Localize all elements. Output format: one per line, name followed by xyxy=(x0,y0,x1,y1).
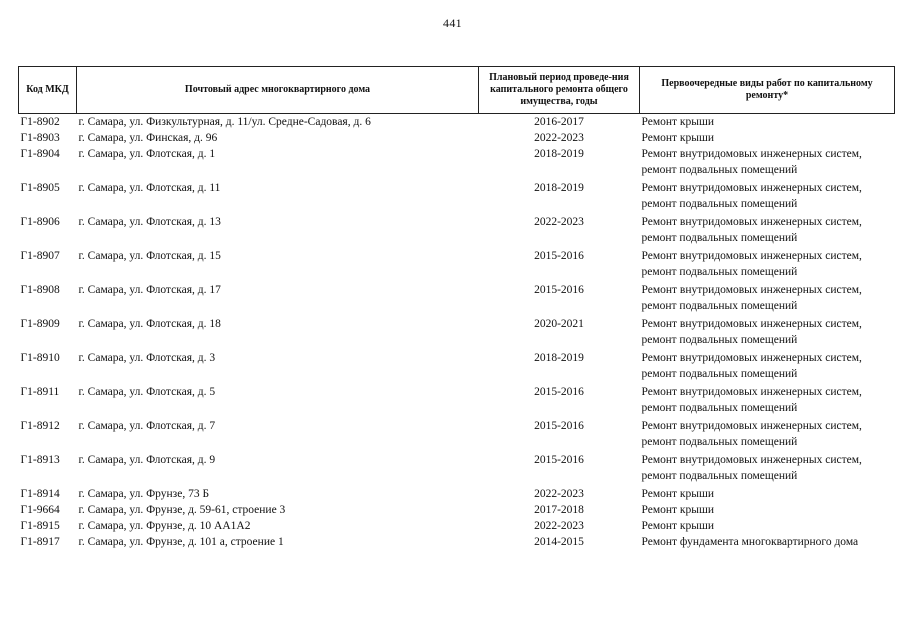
repair-works-line: ремонт подвальных помещений xyxy=(641,300,798,312)
repair-period-cell: 2022-2023 xyxy=(534,488,584,500)
table-row xyxy=(19,214,895,248)
table-body xyxy=(19,114,895,551)
repair-period-cell: 2016-2017 xyxy=(534,116,584,128)
repair-period-cell: 2014-2015 xyxy=(534,536,584,548)
repair-works-line: ремонт подвальных помещений xyxy=(641,436,798,448)
table-row xyxy=(19,384,895,418)
address-cell: г. Самара, ул. Флотская, д. 17 xyxy=(78,284,221,296)
table-row xyxy=(19,282,895,316)
address-cell: г. Самара, ул. Фрунзе, 73 Б xyxy=(78,488,210,500)
repair-works-cell xyxy=(640,146,895,180)
repair-works-line: ремонт подвальных помещений xyxy=(641,232,798,244)
table-row xyxy=(19,534,895,550)
repair-works-line: Ремонт внутридомовых инженерных систем, xyxy=(641,250,862,262)
repair-works-line: Ремонт внутридомовых инженерных систем, xyxy=(641,284,862,296)
mkd-code-cell: Г1-8908 xyxy=(20,284,60,296)
mkd-code-cell: Г1-8906 xyxy=(20,216,60,228)
repair-works-line: Ремонт внутридомовых инженерных систем, xyxy=(641,352,862,364)
repair-works-line: Ремонт внутридомовых инженерных систем, xyxy=(641,148,862,160)
repair-period-cell: 2022-2023 xyxy=(534,132,584,144)
mkd-code-cell: Г1-8903 xyxy=(20,132,60,144)
repair-period-cell: 2017-2018 xyxy=(534,504,584,516)
address-cell: г. Самара, ул. Флотская, д. 3 xyxy=(78,352,216,364)
repair-works-line: ремонт подвальных помещений xyxy=(641,368,798,380)
address-cell: г. Самара, ул. Флотская, д. 7 xyxy=(78,420,216,432)
address-cell: г. Самара, ул. Флотская, д. 18 xyxy=(78,318,221,330)
header-works: Первоочередные виды работ по капитальному ремонту* xyxy=(640,67,895,114)
table-row xyxy=(19,130,895,146)
address-cell: г. Самара, ул. Фрунзе, д. 59-61, строение 3 xyxy=(78,504,286,516)
repair-works-cell xyxy=(640,214,895,248)
repair-works-line: Ремонт крыши xyxy=(641,504,715,516)
table-row xyxy=(19,452,895,486)
repair-works-cell xyxy=(640,518,895,534)
page-number: 441 xyxy=(443,16,462,30)
mkd-code-cell: Г1-8905 xyxy=(20,182,60,194)
repair-works-line: Ремонт внутридомовых инженерных систем, xyxy=(641,386,862,398)
address-cell: г. Самара, ул. Флотская, д. 15 xyxy=(78,250,221,262)
repair-works-line: ремонт подвальных помещений xyxy=(641,334,798,346)
repair-period-cell: 2022-2023 xyxy=(534,216,584,228)
table-row xyxy=(19,350,895,384)
repair-works-line: ремонт подвальных помещений xyxy=(641,164,798,176)
repair-works-line: ремонт подвальных помещений xyxy=(641,266,798,278)
repair-works-cell xyxy=(640,350,895,384)
repair-period-cell: 2015-2016 xyxy=(534,250,584,262)
repair-works-cell xyxy=(640,534,895,550)
repair-works-line: Ремонт внутридомовых инженерных систем, xyxy=(641,182,862,194)
repair-period-cell: 2015-2016 xyxy=(534,420,584,432)
header-address: Почтовый адрес многоквартирного дома xyxy=(77,67,479,114)
repair-period-cell: 2022-2023 xyxy=(534,520,584,532)
header-period: Плановый период проведе-ния капитального ремонта общего имущества, годы xyxy=(479,67,640,114)
repair-works-line: Ремонт внутридомовых инженерных систем, xyxy=(641,454,862,466)
repair-works-cell xyxy=(640,452,895,486)
mkd-code-cell: Г1-8902 xyxy=(20,116,60,128)
mkd-code-cell: Г1-8904 xyxy=(20,148,60,160)
repair-period-cell: 2015-2016 xyxy=(534,284,584,296)
mkd-code-cell: Г1-8915 xyxy=(20,520,60,532)
repair-works-cell xyxy=(640,316,895,350)
repair-works-line: Ремонт внутридомовых инженерных систем, xyxy=(641,420,862,432)
repair-works-line: ремонт подвальных помещений xyxy=(641,198,798,210)
table-row xyxy=(19,486,895,502)
repair-works-cell xyxy=(640,130,895,146)
repair-works-line: ремонт подвальных помещений xyxy=(641,402,798,414)
mkd-code-cell: Г1-8907 xyxy=(20,250,60,262)
mkd-code-cell: Г1-8909 xyxy=(20,318,60,330)
repair-works-line: ремонт подвальных помещений xyxy=(641,470,798,482)
repair-period-cell: 2015-2016 xyxy=(534,386,584,398)
address-cell: г. Самара, ул. Флотская, д. 9 xyxy=(78,454,216,466)
table-row xyxy=(19,180,895,214)
repair-works-cell xyxy=(640,486,895,502)
mkd-code-cell: Г1-8913 xyxy=(20,454,60,466)
table-row xyxy=(19,248,895,282)
table-row xyxy=(19,114,895,131)
table-row xyxy=(19,502,895,518)
repair-works-line: Ремонт фундамента многоквартирного дома xyxy=(641,536,859,548)
table-header-row xyxy=(19,67,895,114)
repair-works-line: Ремонт крыши xyxy=(641,520,715,532)
repair-period-cell: 2018-2019 xyxy=(534,148,584,160)
address-cell: г. Самара, ул. Финская, д. 96 xyxy=(78,132,218,144)
repair-works-cell xyxy=(640,418,895,452)
address-cell: г. Самара, ул. Флотская, д. 13 xyxy=(78,216,221,228)
table-row xyxy=(19,316,895,350)
repair-works-cell xyxy=(640,282,895,316)
mkd-code-cell: Г1-8912 xyxy=(20,420,60,432)
mkd-code-cell: Г1-9664 xyxy=(20,504,60,516)
address-cell: г. Самара, ул. Физкультурная, д. 11/ул. Средне-Садовая, д. 6 xyxy=(78,116,371,128)
table-row xyxy=(19,418,895,452)
table-row xyxy=(19,146,895,180)
capital-repair-table xyxy=(18,66,895,550)
repair-works-cell xyxy=(640,248,895,282)
address-cell: г. Самара, ул. Фрунзе, д. 10 АА1А2 xyxy=(78,520,251,532)
repair-works-cell xyxy=(640,114,895,131)
repair-period-cell: 2018-2019 xyxy=(534,352,584,364)
mkd-code-cell: Г1-8914 xyxy=(20,488,60,500)
repair-works-line: Ремонт крыши xyxy=(641,132,715,144)
repair-works-cell xyxy=(640,180,895,214)
repair-works-line: Ремонт крыши xyxy=(641,116,715,128)
repair-works-cell xyxy=(640,502,895,518)
header-code: Код МКД xyxy=(19,67,77,114)
repair-period-cell: 2015-2016 xyxy=(534,454,584,466)
repair-period-cell: 2018-2019 xyxy=(534,182,584,194)
repair-works-line: Ремонт внутридомовых инженерных систем, xyxy=(641,318,862,330)
table-row xyxy=(19,518,895,534)
mkd-code-cell: Г1-8917 xyxy=(20,536,60,548)
address-cell: г. Самара, ул. Фрунзе, д. 101 а, строение 1 xyxy=(78,536,284,548)
mkd-code-cell: Г1-8910 xyxy=(20,352,60,364)
repair-works-cell xyxy=(640,384,895,418)
repair-works-line: Ремонт крыши xyxy=(641,488,715,500)
address-cell: г. Самара, ул. Флотская, д. 11 xyxy=(78,182,221,194)
address-cell: г. Самара, ул. Флотская, д. 1 xyxy=(78,148,216,160)
mkd-code-cell: Г1-8911 xyxy=(20,386,60,398)
repair-period-cell: 2020-2021 xyxy=(534,318,584,330)
address-cell: г. Самара, ул. Флотская, д. 5 xyxy=(78,386,216,398)
repair-works-line: Ремонт внутридомовых инженерных систем, xyxy=(641,216,862,228)
